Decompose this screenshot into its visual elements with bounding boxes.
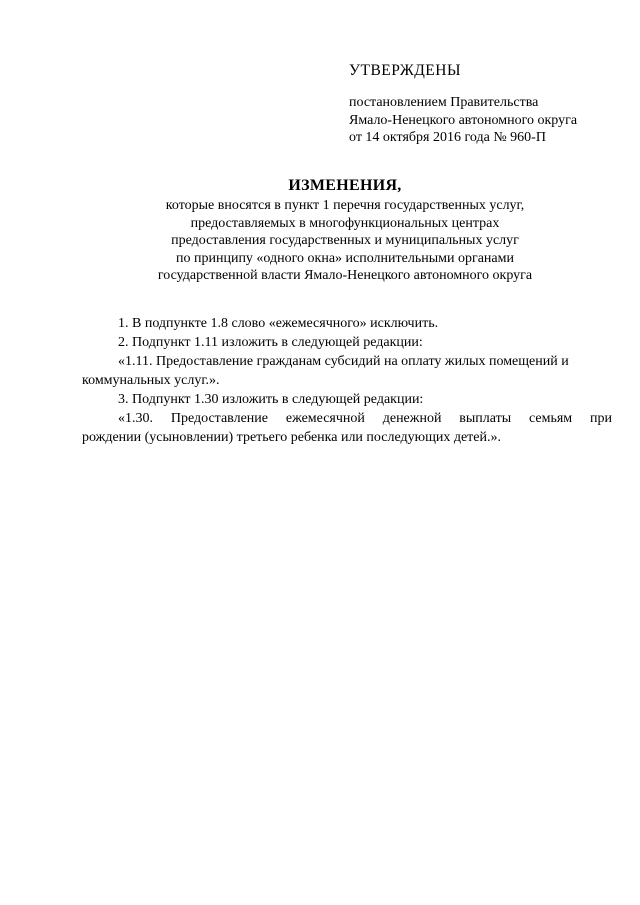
approval-title: УТВЕРЖДЕНЫ — [349, 62, 461, 79]
paragraph-item-2-quote-line-2: коммунальных услуг.». — [82, 373, 220, 388]
document-heading — [60, 176, 630, 285]
paragraph-item-3-quote-line-1: «1.30. Предоставление ежемесячной денежной выплаты семьям при — [118, 411, 612, 426]
approval-block — [349, 62, 619, 147]
paragraph-item-3: 3. Подпункт 1.30 изложить в следующей редакции: — [118, 392, 424, 407]
paragraph-item-2: 2. Подпункт 1.11 изложить в следующей редакции: — [118, 335, 423, 350]
document-title: ИЗМЕНЕНИЯ, — [288, 177, 402, 194]
paragraph-item-3-quote-line-2: рождении (усыновлении) третьего ребенка или последующих детей.». — [82, 430, 502, 445]
approval-line-1: постановлением Правительства — [349, 95, 539, 110]
document-body — [82, 314, 612, 447]
subtitle-line-1: которые вносятся в пункт 1 перечня государственных услуг, — [165, 198, 525, 213]
subtitle-line-4: по принципу «одного окна» исполнительными органами — [175, 250, 514, 266]
approval-line-3: от 14 октября 2016 года № 960-П — [349, 130, 546, 145]
subtitle-line-5: государственной власти Ямало-Ненецкого автономного округа — [157, 268, 533, 283]
paragraph-item-1: 1. В подпункте 1.8 слово «ежемесячного» исключить. — [118, 316, 439, 331]
subtitle-line-3: предоставления государственных и муниципальных услуг — [171, 233, 519, 248]
paragraph-item-2-quote-line-1: «1.11. Предоставление гражданам субсидий на оплату жилых помещений и — [118, 354, 569, 369]
subtitle-line-2: предоставляемых в многофункциональных центрах — [190, 215, 500, 231]
approval-line-2: Ямало-Ненецкого автономного округа — [349, 112, 578, 128]
